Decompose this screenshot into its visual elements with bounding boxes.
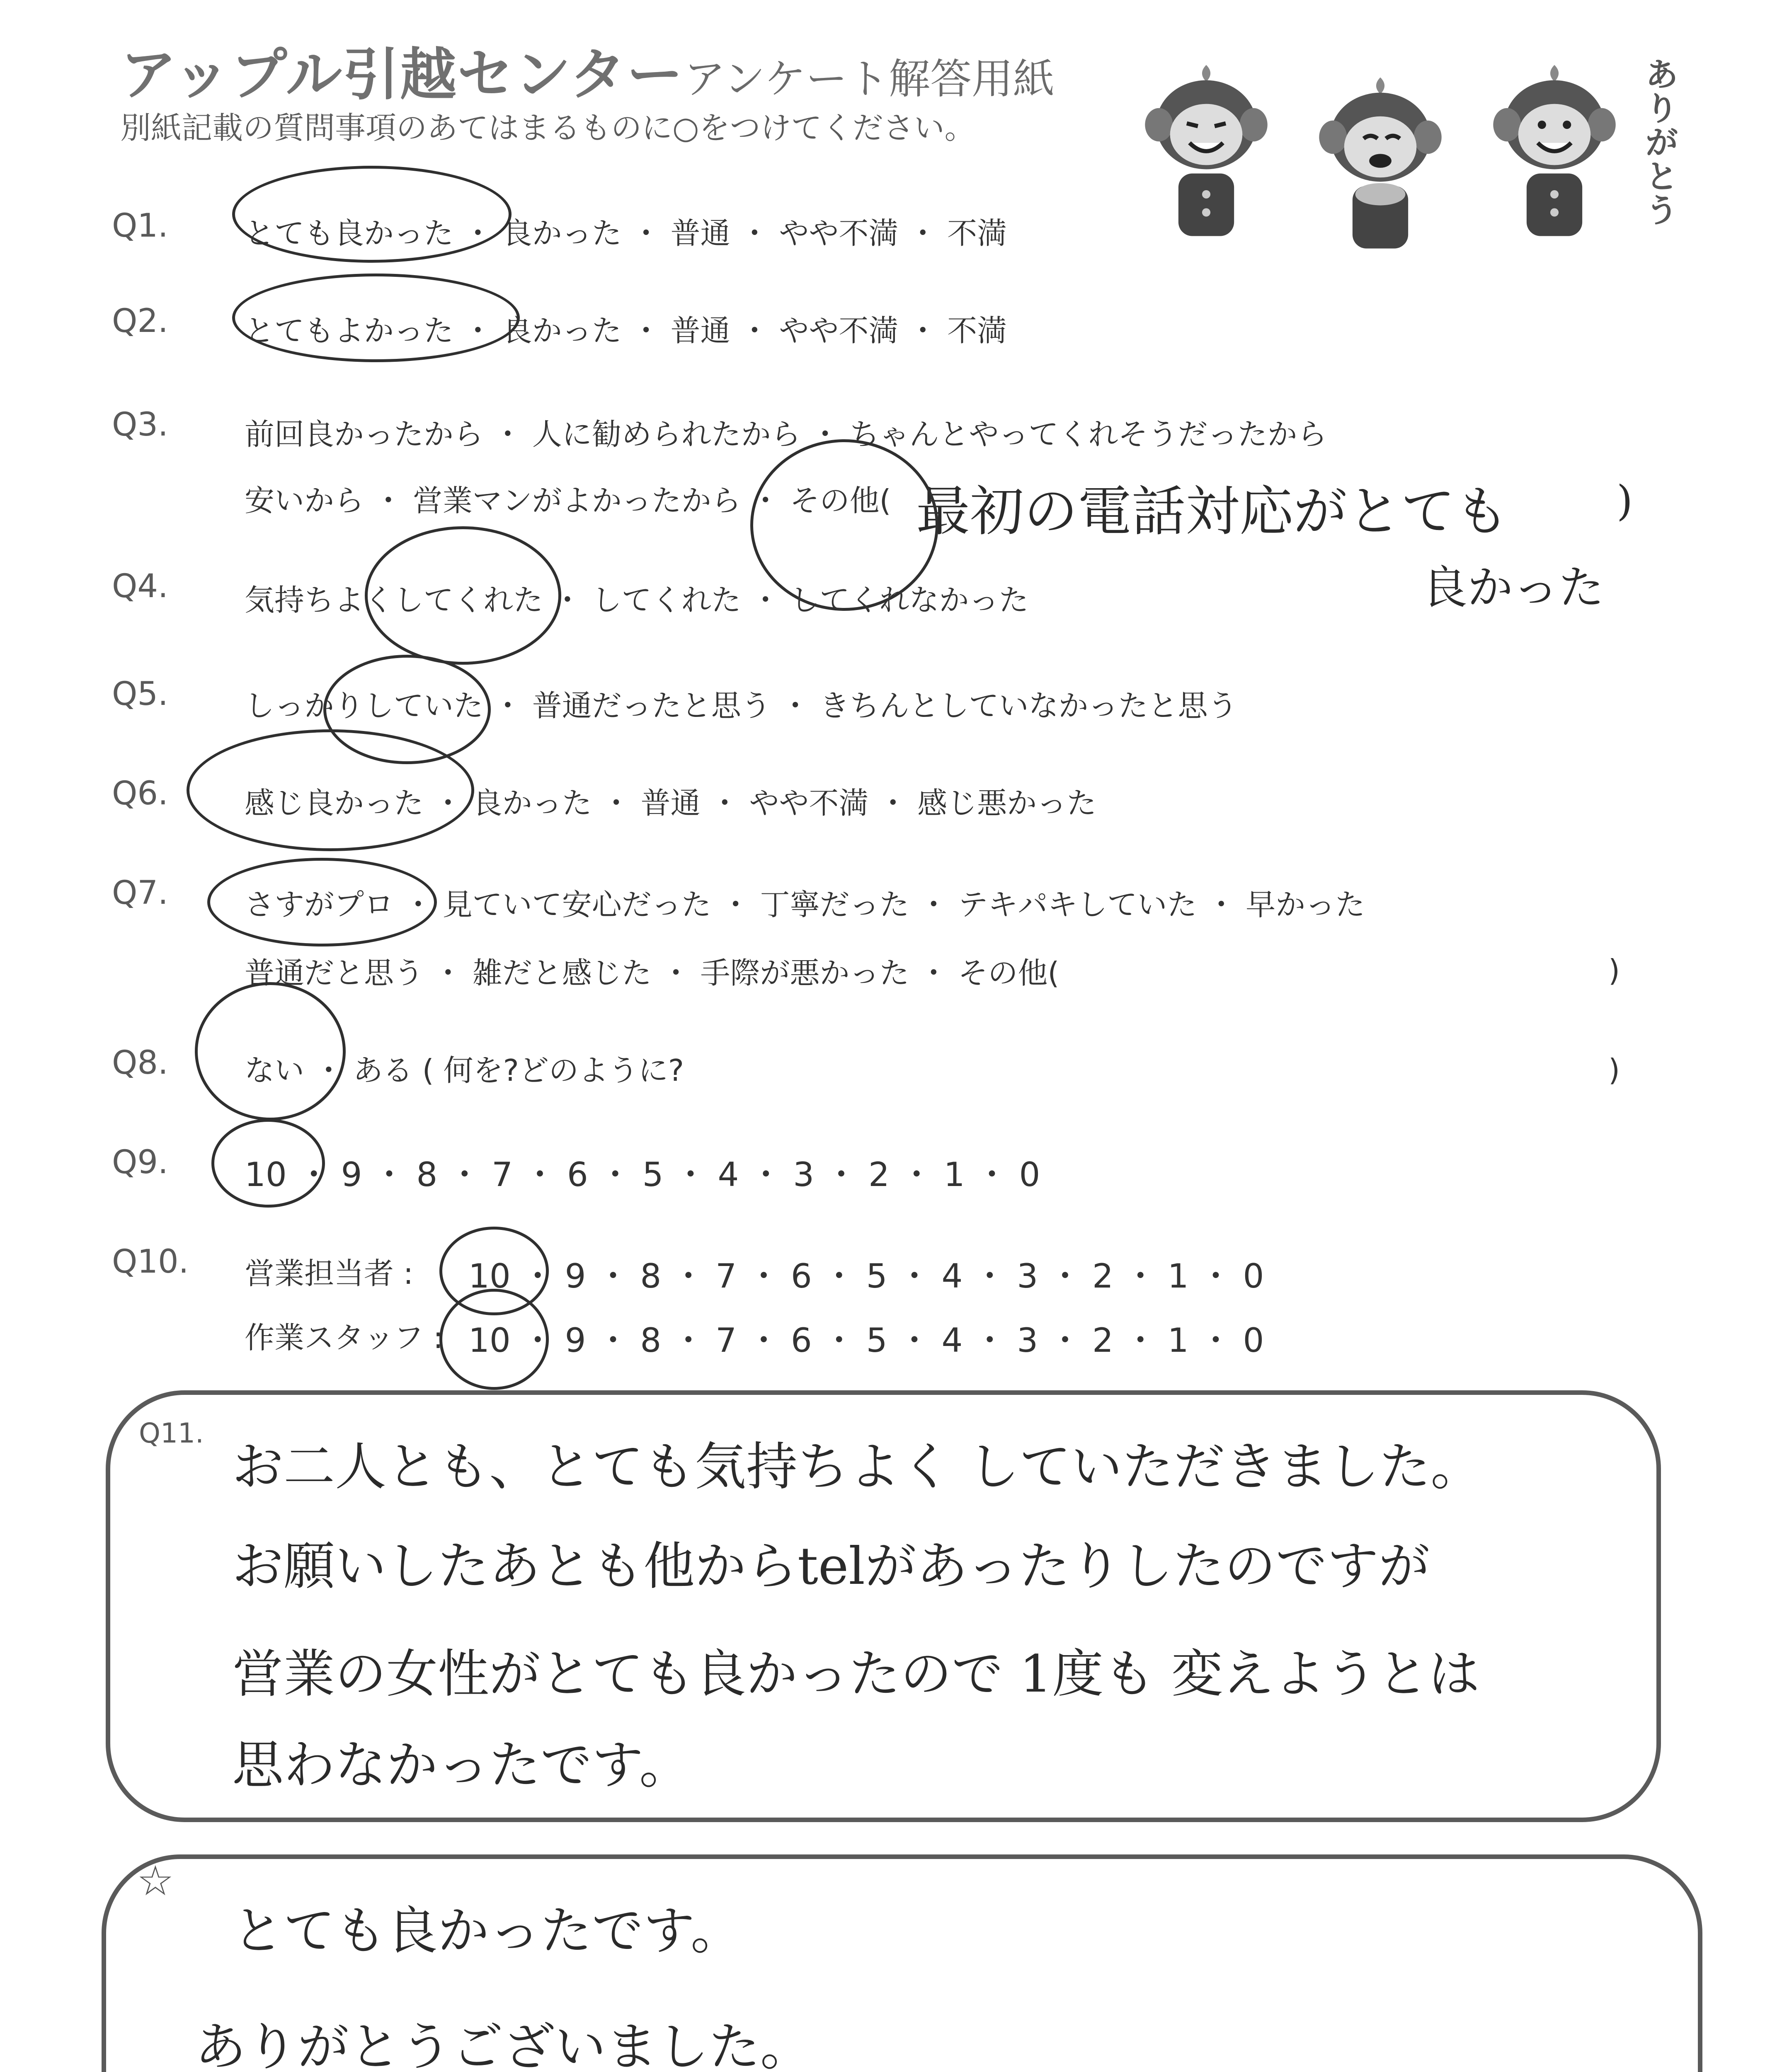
q6-options: 感じ良かった ・ 良かった ・ 普通 ・ やや不満 ・ 感じ悪かった (245, 786, 1097, 821)
q10-sales-label: 営業担当者 : (245, 1256, 414, 1291)
comment-line-2: ありがとうございました。 (195, 2017, 812, 2072)
q4-number: Q4. (112, 568, 168, 605)
q9-answer-circle (211, 1119, 325, 1208)
q7-close-paren: ) (1608, 953, 1620, 988)
monkey-mascot-icon (1136, 62, 1277, 257)
q8-answer-circle (195, 982, 346, 1121)
star-icon: ☆ (137, 1857, 174, 1905)
q10-staff-answer-circle (439, 1289, 549, 1390)
q3-number: Q3. (112, 406, 168, 443)
q8-options: ない ・ ある ( 何を?どのように? (245, 1053, 684, 1088)
form-title: アップル引越センター (120, 42, 684, 108)
mascot-illustration (1136, 50, 1683, 265)
instructions: 別紙記載の質問事項のあてはまるものに○をつけてください。 (120, 110, 975, 146)
q7-answer-circle (207, 858, 437, 946)
q8-number: Q8. (112, 1044, 168, 1082)
q2-answer-circle (232, 274, 520, 362)
q10-number: Q10. (112, 1243, 189, 1280)
q11-line-3: 営業の女性がとても良かったので 1度も 変えようとは (232, 1644, 1480, 1704)
comment-line-1: とても良かったです。 (232, 1901, 742, 1961)
form-subtitle: アンケート解答用紙 (684, 55, 1055, 103)
q7-options-line1: さすがプロ ・ 見ていて安心だった ・ 丁寧だった ・ テキパキしていた ・ 早かった (245, 887, 1365, 922)
q9-number: Q9. (112, 1144, 168, 1181)
q7-options-line2: 普通だと思う ・ 雑だと感じた ・ 手際が悪かった ・ その他( (245, 956, 1060, 990)
q11-number: Q11. (139, 1417, 204, 1449)
q11-line-1: お二人とも、とても気持ちよく していただきました。 (232, 1437, 1482, 1497)
q8-close-paren: ) (1608, 1053, 1620, 1087)
q10-staff-scale: 10 ・ 9 ・ 8 ・ 7 ・ 6 ・ 5 ・ 4 ・ 3 ・ 2 ・ 1 ・ 0 (468, 1321, 1264, 1360)
monkey-mascot-icon (1310, 75, 1451, 269)
q3-handwritten-answer: 最初の電話対応がとても (916, 480, 1509, 543)
q3-options-line1: 前回良かったから ・ 人に勧められたから ・ ちゃんとやってくれそうだったから (245, 417, 1327, 452)
q7-number: Q7. (112, 874, 168, 912)
q5-options: しっかりしていた ・ 普通だったと思う ・ きちんとしていなかったと思う (245, 688, 1238, 723)
q4-answer-circle (365, 526, 561, 665)
q3-close-paren: ) (1617, 477, 1633, 525)
q10-sales-scale: 10 ・ 9 ・ 8 ・ 7 ・ 6 ・ 5 ・ 4 ・ 3 ・ 2 ・ 1 ・ 0 (468, 1257, 1264, 1295)
q2-options: とてもよかった ・ 良かった ・ 普通 ・ やや不満 ・ 不満 (245, 313, 1007, 348)
mascot-caption: ありがとう (1646, 56, 1678, 230)
q6-answer-circle (187, 729, 474, 851)
q9-scale: 10 ・ 9 ・ 8 ・ 7 ・ 6 ・ 5 ・ 4 ・ 3 ・ 2 ・ 1 ・ 0 (245, 1155, 1040, 1194)
q1-answer-circle (232, 166, 512, 263)
q10-staff-label: 作業スタッフ : (245, 1320, 444, 1355)
q11-line-2: お願いしたあとも他からtelがあったりしたのですが (232, 1537, 1430, 1596)
q4-options: 気持ちよくしてくれた ・ してくれた ・ してくれなかった (245, 583, 1029, 617)
q1-number: Q1. (112, 207, 168, 244)
q6-number: Q6. (112, 775, 168, 812)
monkey-mascot-icon (1484, 62, 1625, 257)
q1-options: とても良かった ・ 良かった ・ 普通 ・ やや不満 ・ 不満 (245, 216, 1007, 251)
q11-line-4: 思わなかったです。 (232, 1736, 691, 1795)
q5-number: Q5. (112, 675, 168, 713)
q2-number: Q2. (112, 303, 168, 340)
q3-handwritten-answer-2: 良かった (1422, 561, 1604, 614)
q3-options-line2: 安いから ・ 営業マンがよかったから ・ その他( (245, 483, 891, 518)
